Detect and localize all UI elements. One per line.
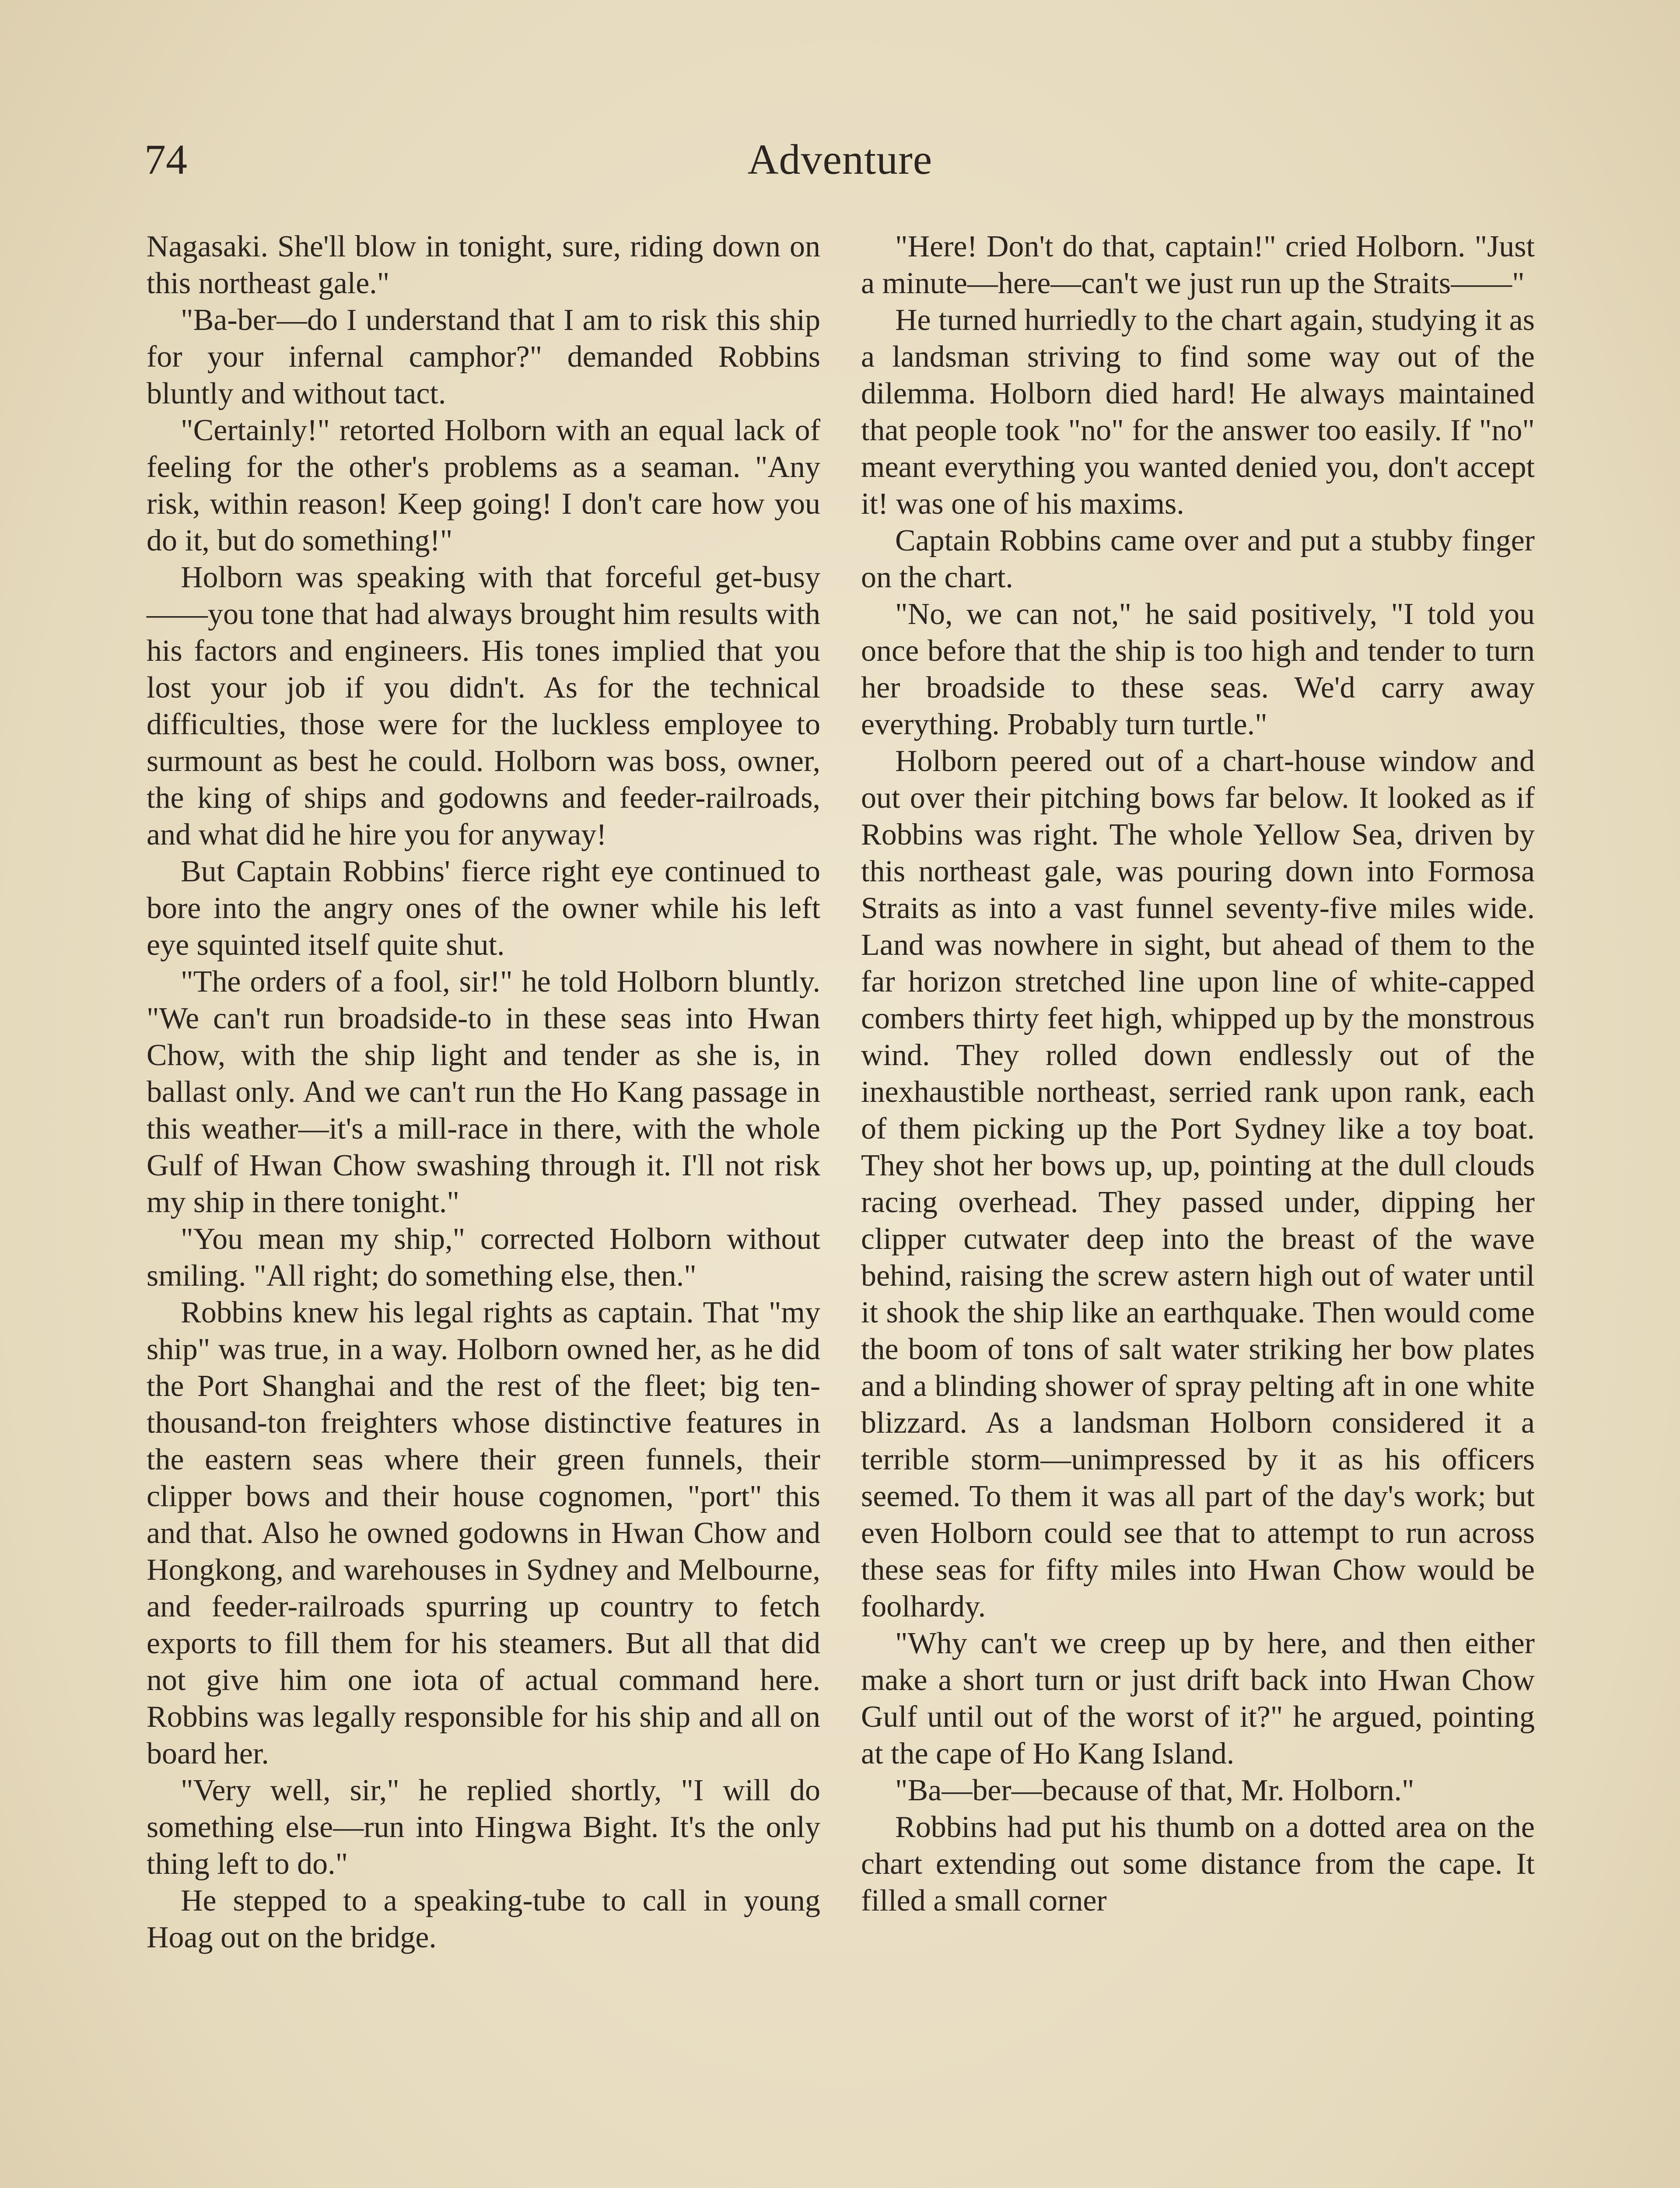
page-number: 74 [144,136,187,183]
paragraph: "Why can't we creep up by here, and then either make a short turn or just drift back into Hwan Chow Gulf until out of the worst of it?" he argued, pointing at the cape of Ho Kang Island. [861,1627,1535,1771]
paragraph: "Ba-ber—do I understand that I am to risk this ship for your infernal camphor?" demanded Robbins bluntly and without tact. [147,303,820,410]
paragraph: He stepped to a speaking-tube to call in young Hoag out on the bridge. [147,1884,820,1954]
page-header [144,131,1536,188]
paragraph: Robbins knew his legal rights as captain. That "my ship" was true, in a way. Holborn owned her, as he did the Port Shanghai and the rest of the fleet; big ten-thousand-ton freighters whose distinctive features in the eastern seas where their green funnels, their clipper bows and their house cognomen, "port" this and that. Also he owned godowns in Hwan Chow and Hongkong, and warehouses in Sydney and Melbourne, and feeder-railroads spurring up country to fetch exports to fill them for his steamers. But all that did not give him one iota of actual command here. Robbins was legally responsible for his ship and all on board her. [147,1296,820,1771]
paragraph: He turned hurriedly to the chart again, studying it as a landsman striving to find some way out of the dilemma. Holborn died hard! He always maintained that people took "no" for the answer too easily. If "no" meant everything you wanted denied you, don't accept it! was one of his maxims. [861,303,1535,521]
paragraph: Nagasaki. She'll blow in tonight, sure, riding down on this northeast gale." [147,230,820,300]
paragraph: Holborn peered out of a chart-house window and out over their pitching bows far below. It looked as if Robbins was right. The whole Yellow Sea, driven by this northeast gale, was pouring down into Formosa Straits as into a vast funnel seventy-five miles wide. Land was nowhere in sight, but ahead of them to the far horizon stretched line upon line of white-capped combers thirty feet high, whipped up by the monstrous wind. They rolled down endlessly out of the inexhaustible northeast, serried rank upon rank, each of them picking up the Port Sydney like a toy boat. They shot her bows up, up, pointing at the dull clouds racing overhead. They passed under, dipping her clipper cutwater deep into the breast of the wave behind, raising the screw astern high out of water until it shook the ship like an earthquake. Then would come the boom of tons of salt water striking her bow plates and a blinding shower of spray pelting aft in one white blizzard. As a landsman Holborn considered it a terrible storm—unimpressed by it as his officers seemed. To them it was all part of the day's work; but even Holborn could see that to attempt to run across these seas for fifty miles into Hwan Chow would be foolhardy. [861,744,1535,1623]
paragraph: Holborn was speaking with that forceful get-busy——you tone that had always brought him results with his factors and engineers. His tones implied that you lost your job if you didn't. As for the technical difficulties, those were for the luckless employee to surmount as best he could. Holborn was boss, owner, the king of ships and godowns and feeder-railroads, and what did he hire you for anyway! [147,561,820,852]
paragraph: "No, we can not," he said positively, "I told you once before that the ship is too high and tender to turn her broadside to these seas. We'd carry away everything. Probably turn turtle." [861,597,1535,741]
running-head-title: Adventure [747,136,933,183]
paragraph: "Certainly!" retorted Holborn with an equal lack of feeling for the other's problems as a seaman. "Any risk, within reason! Keep going! I don't care how you do it, but do something!" [147,414,820,558]
left-column [147,228,820,1956]
paragraph: Robbins had put his thumb on a dotted area on the chart extending out some distance from the cape. It filled a small corner [861,1810,1535,1918]
paragraph: But Captain Robbins' fierce right eye continued to bore into the angry ones of the owner while his left eye squinted itself quite shut. [147,855,820,962]
paragraph: Captain Robbins came over and put a stubby finger on the chart. [861,524,1535,594]
paragraph: "Very well, sir," he replied shortly, "I will do something else—run into Hingwa Bight. It's the only thing left to do." [147,1774,820,1881]
paragraph: "Ba—ber—because of that, Mr. Holborn." [895,1774,1414,1807]
right-column [861,228,1535,1919]
paragraph: "You mean my ship," corrected Holborn without smiling. "All right; do something else, then." [147,1222,820,1293]
paragraph: "The orders of a fool, sir!" he told Holborn bluntly. "We can't run broadside-to in these seas into Hwan Chow, with the ship light and tender as she is, in ballast only. And we can't run the Ho Kang passage in this weather—it's a mill-race in there, with the whole Gulf of Hwan Chow swashing through it. I'll not risk my ship in there tonight." [147,965,820,1219]
paragraph: "Here! Don't do that, captain!" cried Holborn. "Just a minute—here—can't we just run up the Straits——" [861,230,1535,300]
